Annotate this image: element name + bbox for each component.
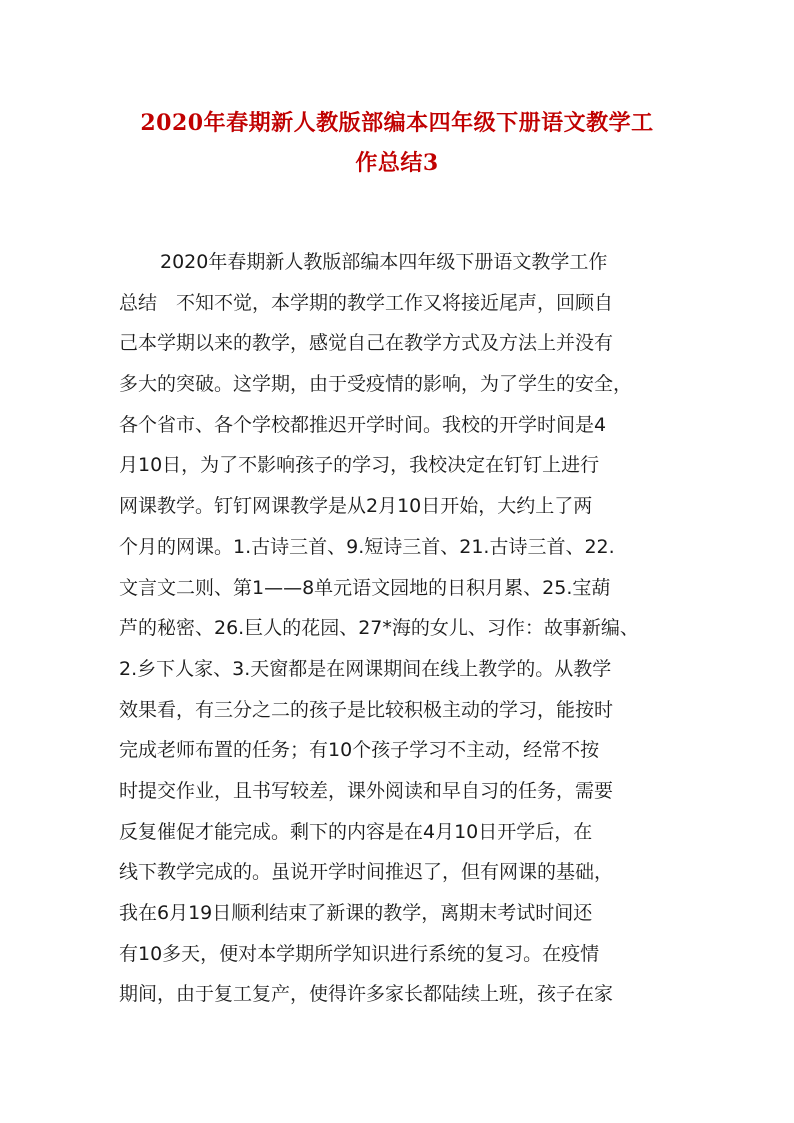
- paragraph-line: 月10日，为了不影响孩子的学习，我校决定在钉钉上进行: [119, 454, 600, 477]
- title-line: 作总结3: [355, 150, 439, 176]
- paragraph-line: 2.乡下人家、3.天窗都是在网课期间在线上教学的。从教学: [119, 657, 612, 680]
- paragraph-line: 时提交作业，且书写较差，课外阅读和早自习的任务，需要: [119, 779, 614, 802]
- paragraph-line: 期间，由于复工复产，使得许多家长都陆续上班，孩子在家: [119, 983, 614, 1006]
- paragraph-line: 我在6月19日顺利结束了新课的教学，离期末考试时间还: [119, 902, 593, 924]
- document-title: [0, 103, 794, 183]
- paragraph-line: 个月的网课。1.古诗三首、9.短诗三首、21.古诗三首、22.: [119, 535, 615, 558]
- paragraph-line: 线下教学完成的。虽说开学时间推迟了，但有网课的基础，: [119, 861, 614, 884]
- paragraph-line: 2020年春期新人教版部编本四年级下册语文教学工作: [160, 251, 608, 273]
- paragraph-line: 完成老师布置的任务；有10个孩子学习不主动，经常不按: [119, 739, 600, 762]
- paragraph-line: 效果看，有三分之二的孩子是比较积极主动的学习，能按时: [119, 698, 614, 721]
- paragraph-line: 网课教学。钉钉网课教学是从2月10日开始，大约上了两: [119, 495, 593, 518]
- paragraph-line: 芦的秘密、26.巨人的花园、27*海的女儿、习作：故事新编、: [119, 617, 639, 640]
- paragraph-line: 各个省市、各个学校都推迟开学时间。我校的开学时间是4: [119, 413, 607, 436]
- paragraph-line: 有10多天，便对本学期所学知识进行系统的复习。在疫情: [119, 942, 600, 965]
- paragraph-line: 多大的突破。这学期，由于受疫情的影响，为了学生的安全，: [119, 373, 633, 396]
- title-line: 2020年春期新人教版部编本四年级下册语文教学工: [140, 110, 654, 136]
- paragraph-line: 总结 不知不觉，本学期的教学工作又将接近尾声，回顾自: [119, 291, 614, 314]
- paragraph-line: 己本学期以来的教学，感觉自己在教学方式及方法上并没有: [119, 332, 614, 355]
- paragraph-line: 文言文二则、第1——8单元语文园地的日积月累、25.宝葫: [119, 576, 611, 599]
- paragraph-line: 反复催促才能完成。剩下的内容是在4月10日开学后，在: [119, 820, 593, 843]
- document-body: [119, 242, 679, 1015]
